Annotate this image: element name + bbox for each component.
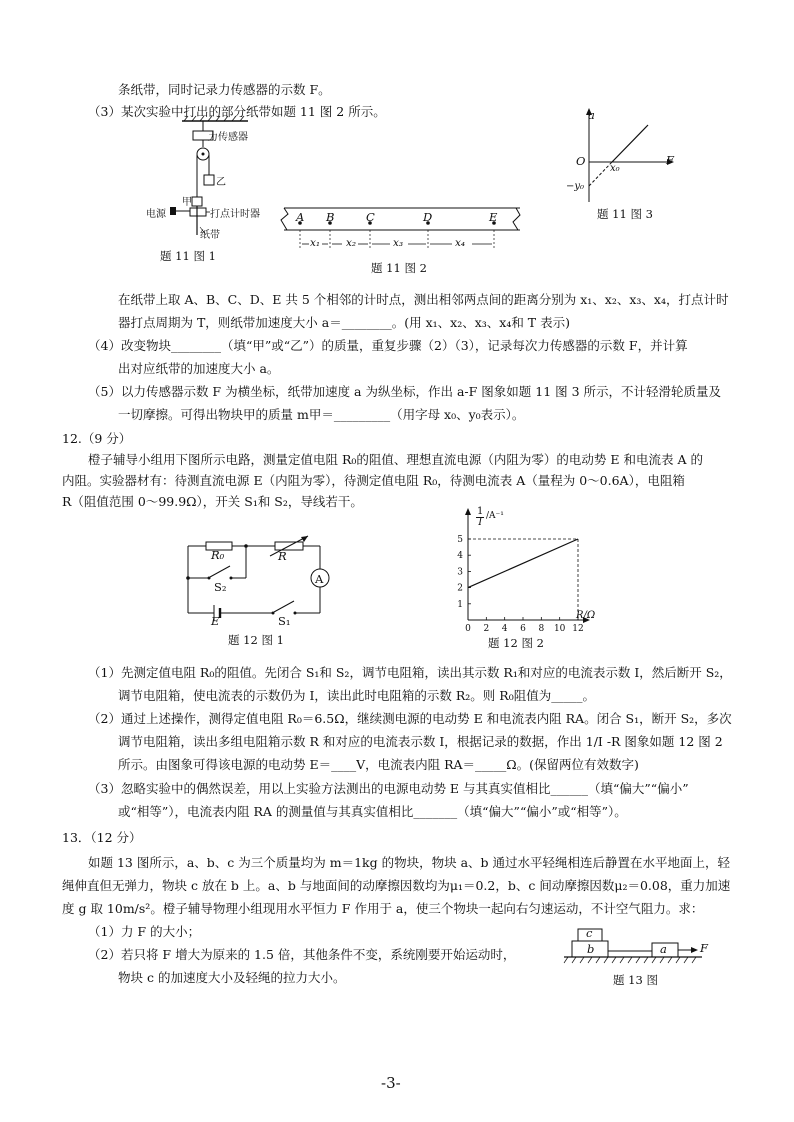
tape-point-c: C (366, 210, 375, 224)
fig12-2-chart (450, 506, 600, 634)
gap-x4: x₄ (455, 237, 466, 249)
fig11-3-graph (570, 108, 680, 208)
y-tick-label: 4 (457, 551, 463, 562)
tape-point-b: B (326, 210, 335, 224)
x-tick-label: 10 (553, 624, 566, 634)
x-tick-label: 4 (501, 624, 508, 634)
q12-p1-line1: （1）先测定值电阻 R₀的阻值。先闭合 S₁和 S₂，调节电阻箱，读出其示数 R₁和对应的电流表示数 I，然后断开 S₂， (88, 665, 732, 680)
fig11-1-caption: 题 11 图 1 (160, 249, 216, 263)
y-tick-label: 3 (457, 567, 463, 578)
series-line (468, 539, 578, 588)
tape-point-e: E (489, 210, 498, 224)
y-label-numerator: 1 (477, 506, 484, 517)
q13-intro2: 绳伸直但无弹力，物块 c 放在 b 上。a、b 与地面间的动摩擦因数均为μ₁＝0.2，b、c 间动摩擦因数μ₂＝0.08，重力加速 (62, 878, 731, 893)
q12-p2-line1: （2）通过上述操作，测得定值电阻 R₀＝6.5Ω，继续测电源的电动势 E 和电流表内阻 RA。闭合 S₁，断开 S₂，多次 (88, 711, 732, 726)
q11-step4-line1: （4）改变物块________（填“甲”或“乙”）的质量，重复步骤（2）（3），记录每次力传感器的示数 F，并计算 (88, 338, 688, 353)
page-number: -3- (381, 1074, 401, 1092)
y-unit-label: /A⁻¹ (486, 511, 504, 521)
x-tick-label: 0 (465, 624, 471, 634)
x0-label: x₀ (610, 163, 620, 174)
q13-intro1: 如题 13 图所示，a、b、c 为三个质量均为 m＝1kg 的物块，物块 a、b 通过水平轻绳相连后静置在水平地面上，轻 (88, 855, 731, 870)
block-b-label: b (587, 942, 595, 956)
y-label-denominator: I (478, 517, 483, 528)
q12-p1-line2: 调节电阻箱，使电流表的示数仍为 I，读出此时电阻箱的示数 R₂。则 R₀阻值为_____。 (118, 688, 595, 703)
s2-label: S₂ (214, 580, 227, 594)
q12-p3-line2: 或“相等”），电流表内阻 RA 的测量值与其真实值相比_______（填“偏大”“偏小”或“相等”）。 (118, 804, 627, 819)
gap-x3: x₃ (393, 237, 404, 249)
q13-p2-line2: 物块 c 的加速度大小及轻绳的拉力大小。 (118, 970, 346, 985)
neg-y0-label: −y₀ (566, 181, 585, 192)
a-axis-label: a (588, 108, 595, 122)
q11-step3: （3）某次实验中打出的部分纸带如题 11 图 2 所示。 (88, 104, 386, 119)
e-label: E (211, 614, 220, 628)
jia-label: 甲 (182, 197, 192, 208)
ammeter-label: A (315, 572, 324, 586)
fig13-blocks (562, 925, 712, 970)
q12-p3-line1: （3）忽略实验中的偶然误差，用以上实验方法测出的电源电动势 E 与其真实值相比______（填“偏大”“偏小” (88, 781, 689, 796)
tape-point-a: A (296, 210, 305, 224)
x-tick-label: 8 (538, 624, 545, 634)
q12-intro2: 内阻。实验器材有：待测直流电源 E（内阻为零），待测定值电阻 R₀，待测电流表 A（量程为 0～0.6A），电阻箱 (62, 473, 685, 488)
q13-p2-line1: （2）若只将 F 增大为原来的 1.5 倍，其他条件不变，系统刚要开始运动时， (88, 947, 516, 962)
q13-intro3: 度 g 取 10m/s²。橙子辅导物理小组现用水平恒力 F 作用于 a，使三个物块一起向右匀速运动，不计空气阻力。求： (62, 901, 704, 916)
q11-step4-line2: 出对应纸带的加速度大小 a。 (118, 361, 280, 376)
q12-p2-line2: 调节电阻箱，读出多组电阻箱示数 R 和对应的电流表示数 I，根据记录的数据，作出 1/I -R 图象如题 12 图 2 (118, 734, 723, 749)
x-axis-label: R/Ω (576, 610, 596, 621)
y-tick-label: 1 (457, 599, 463, 610)
q12-header: 12.（9 分） (62, 431, 132, 446)
y-axis-arrow (465, 508, 471, 515)
r-label: R (278, 549, 287, 563)
fig13-caption: 题 13 图 (613, 973, 658, 987)
tape-point-d: D (423, 210, 433, 224)
force-sensor-label: 力传感器 (208, 132, 248, 143)
gap-x1: x₁ (310, 237, 321, 249)
q13-p1: （1）力 F 的大小； (88, 924, 201, 939)
x-tick-label: 12 (572, 624, 584, 634)
x-tick-label: 2 (483, 624, 490, 634)
q13-header: 13．（12 分） (62, 830, 142, 845)
block-c-label: c (586, 926, 593, 940)
q12-intro3: R（阻值范围 0～99.9Ω），开关 S₁和 S₂，导线若干。 (62, 494, 363, 509)
fig12-1-circuit (180, 538, 330, 628)
yi-label: 乙 (216, 177, 226, 188)
block-a-label: a (660, 942, 667, 956)
q12-intro1: 橙子辅导小组用下图所示电路，测量定值电阻 R₀的阻值、理想直流电源（内阻为零）的电动势 E 和电流表 A 的 (88, 452, 703, 467)
tape-label: 纸带 (200, 230, 220, 241)
q11-step5-line1: （5）以力传感器示数 F 为横坐标，纸带加速度 a 为纵坐标，作出 a-F 图象如题 11 图 3 所示，不计轻滑轮质量及 (88, 384, 722, 399)
fig11-3-caption: 题 11 图 3 (597, 207, 653, 221)
y-label-fraction (476, 507, 484, 528)
fig11-2-caption: 题 11 图 2 (371, 261, 427, 275)
s1-label: S₁ (278, 614, 291, 628)
r0-label: R₀ (211, 548, 225, 562)
f-axis-label: F (666, 153, 674, 167)
q11-step5-line2: 一切摩擦。可得出物块甲的质量 m甲＝_________（用字母 x₀、y₀表示）。 (118, 407, 525, 422)
force-f-label: F (700, 941, 708, 955)
fig12-2-caption: 题 12 图 2 (488, 636, 544, 650)
origin-label: O (576, 154, 586, 168)
gap-x2: x₂ (346, 237, 357, 249)
power-label: 电源 (146, 209, 166, 220)
q11-step3-line1: 在纸带上取 A、B、C、D、E 共 5 个相邻的计时点，测出相邻两点间的距离分别为 x₁、x₂、x₃、x₄，打点计时 (118, 292, 729, 307)
y-tick-label: 2 (457, 583, 463, 594)
q11-step3-line2: 器打点周期为 T，则纸带加速度大小 a＝________。(用 x₁、x₂、x₃、x₄和 T 表示) (118, 315, 570, 330)
y-tick-label: 5 (457, 535, 463, 545)
timer-label: 打点计时器 (210, 209, 260, 220)
q12-p2-line3: 所示。由图象可得该电源的电动势 E＝____V，电流表内阻 RA＝_____Ω。(保留两位有效数字) (118, 757, 639, 772)
x-tick-label: 6 (520, 624, 526, 634)
fig12-1-caption: 题 12 图 1 (228, 633, 284, 647)
q11-step2-tail: 条纸带，同时记录力传感器的示数 F。 (118, 82, 331, 97)
